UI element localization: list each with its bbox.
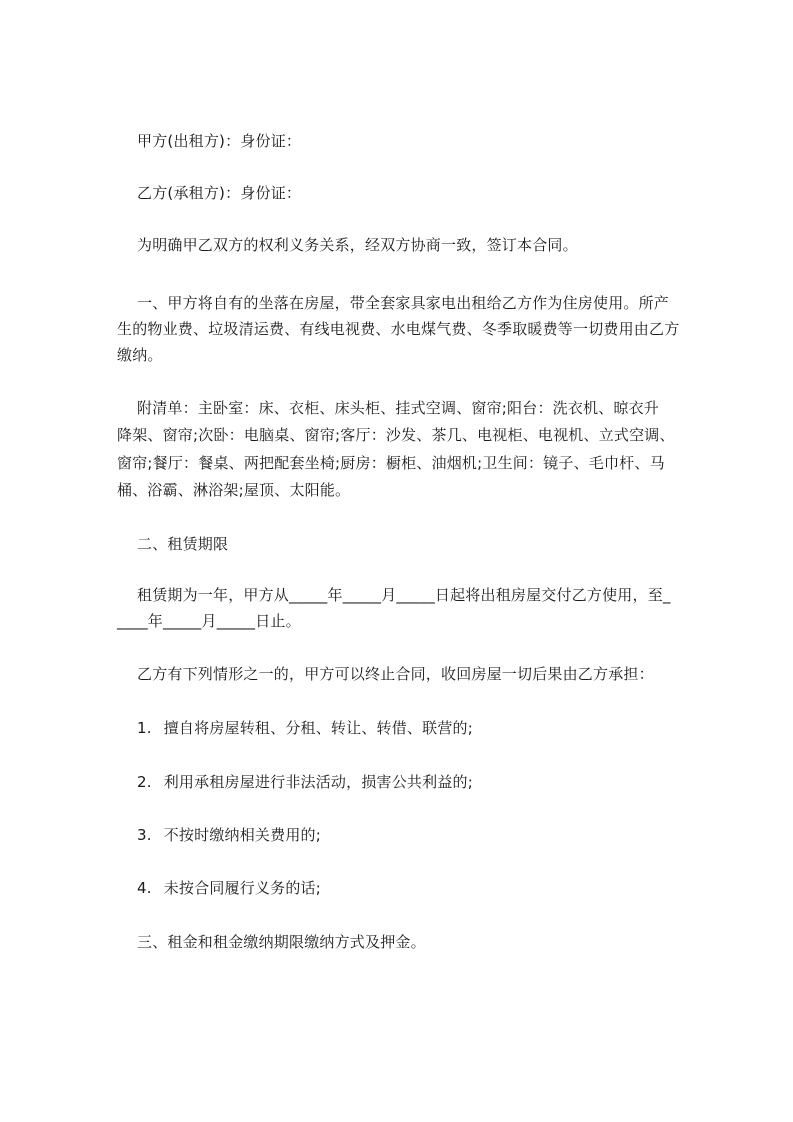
lease-term-line: 租赁期为一年，甲方从_____年_____月_____日起将出租房屋交付乙方使用，至_ <box>137 586 671 604</box>
termination-item-2 <box>137 772 473 792</box>
party-b-line: 乙方(承租方)：身份证： <box>137 184 302 202</box>
party-a-line: 甲方(出租方)：身份证： <box>137 132 302 150</box>
list-item-text: 不按时缴纳相关费用的; <box>163 826 321 844</box>
inventory-line: 附清单：主卧室：床、衣柜、床头柜、挂式空调、窗帘;阳台：洗衣机、晾衣升 <box>137 399 660 417</box>
list-number: 4. <box>137 879 152 897</box>
intro-paragraph: 为明确甲乙双方的权利义务关系，经双方协商一致，签订本合同。 <box>137 236 578 254</box>
list-number: 2. <box>137 773 152 791</box>
list-number: 3. <box>137 826 152 844</box>
termination-intro: 乙方有下列情形之一的，甲方可以终止合同，收回房屋一切后果由乙方承担： <box>137 665 654 683</box>
termination-item-1 <box>137 718 473 738</box>
clause1-line: 一、甲方将自有的坐落在房屋，带全套家具家电出租给乙方作为住房使用。所产 <box>137 294 670 312</box>
termination-item-4 <box>137 878 321 898</box>
clause1-line: 生的物业费、垃圾清运费、有线电视费、水电煤气费、冬季取暖费等一切费用由乙方 <box>117 320 680 338</box>
list-item-text: 利用承租房屋进行非法活动，损害公共利益的; <box>163 773 473 791</box>
termination-item-3 <box>137 825 321 845</box>
lease-term-line: ____年_____月_____日止。 <box>117 612 301 630</box>
list-number: 1. <box>137 719 152 737</box>
clause1-line: 缴纳。 <box>117 346 163 364</box>
inventory-line: 桶、浴霸、淋浴架;屋顶、太阳能。 <box>117 481 351 499</box>
inventory-line: 窗帘;餐厅：餐桌、两把配套坐椅;厨房：橱柜、油烟机;卫生间：镜子、毛巾杆、马 <box>117 454 665 472</box>
clause3-heading: 三、租金和租金缴纳期限缴纳方式及押金。 <box>137 933 426 951</box>
clause2-heading: 二、租赁期限 <box>137 535 229 553</box>
inventory-line: 降架、窗帘;次卧：电脑桌、窗帘;客厅：沙发、茶几、电视柜、电视机、立式空调、 <box>117 426 675 444</box>
list-item-text: 擅自将房屋转租、分租、转让、转借、联营的; <box>163 719 473 737</box>
list-item-text: 未按合同履行义务的话; <box>163 879 321 897</box>
